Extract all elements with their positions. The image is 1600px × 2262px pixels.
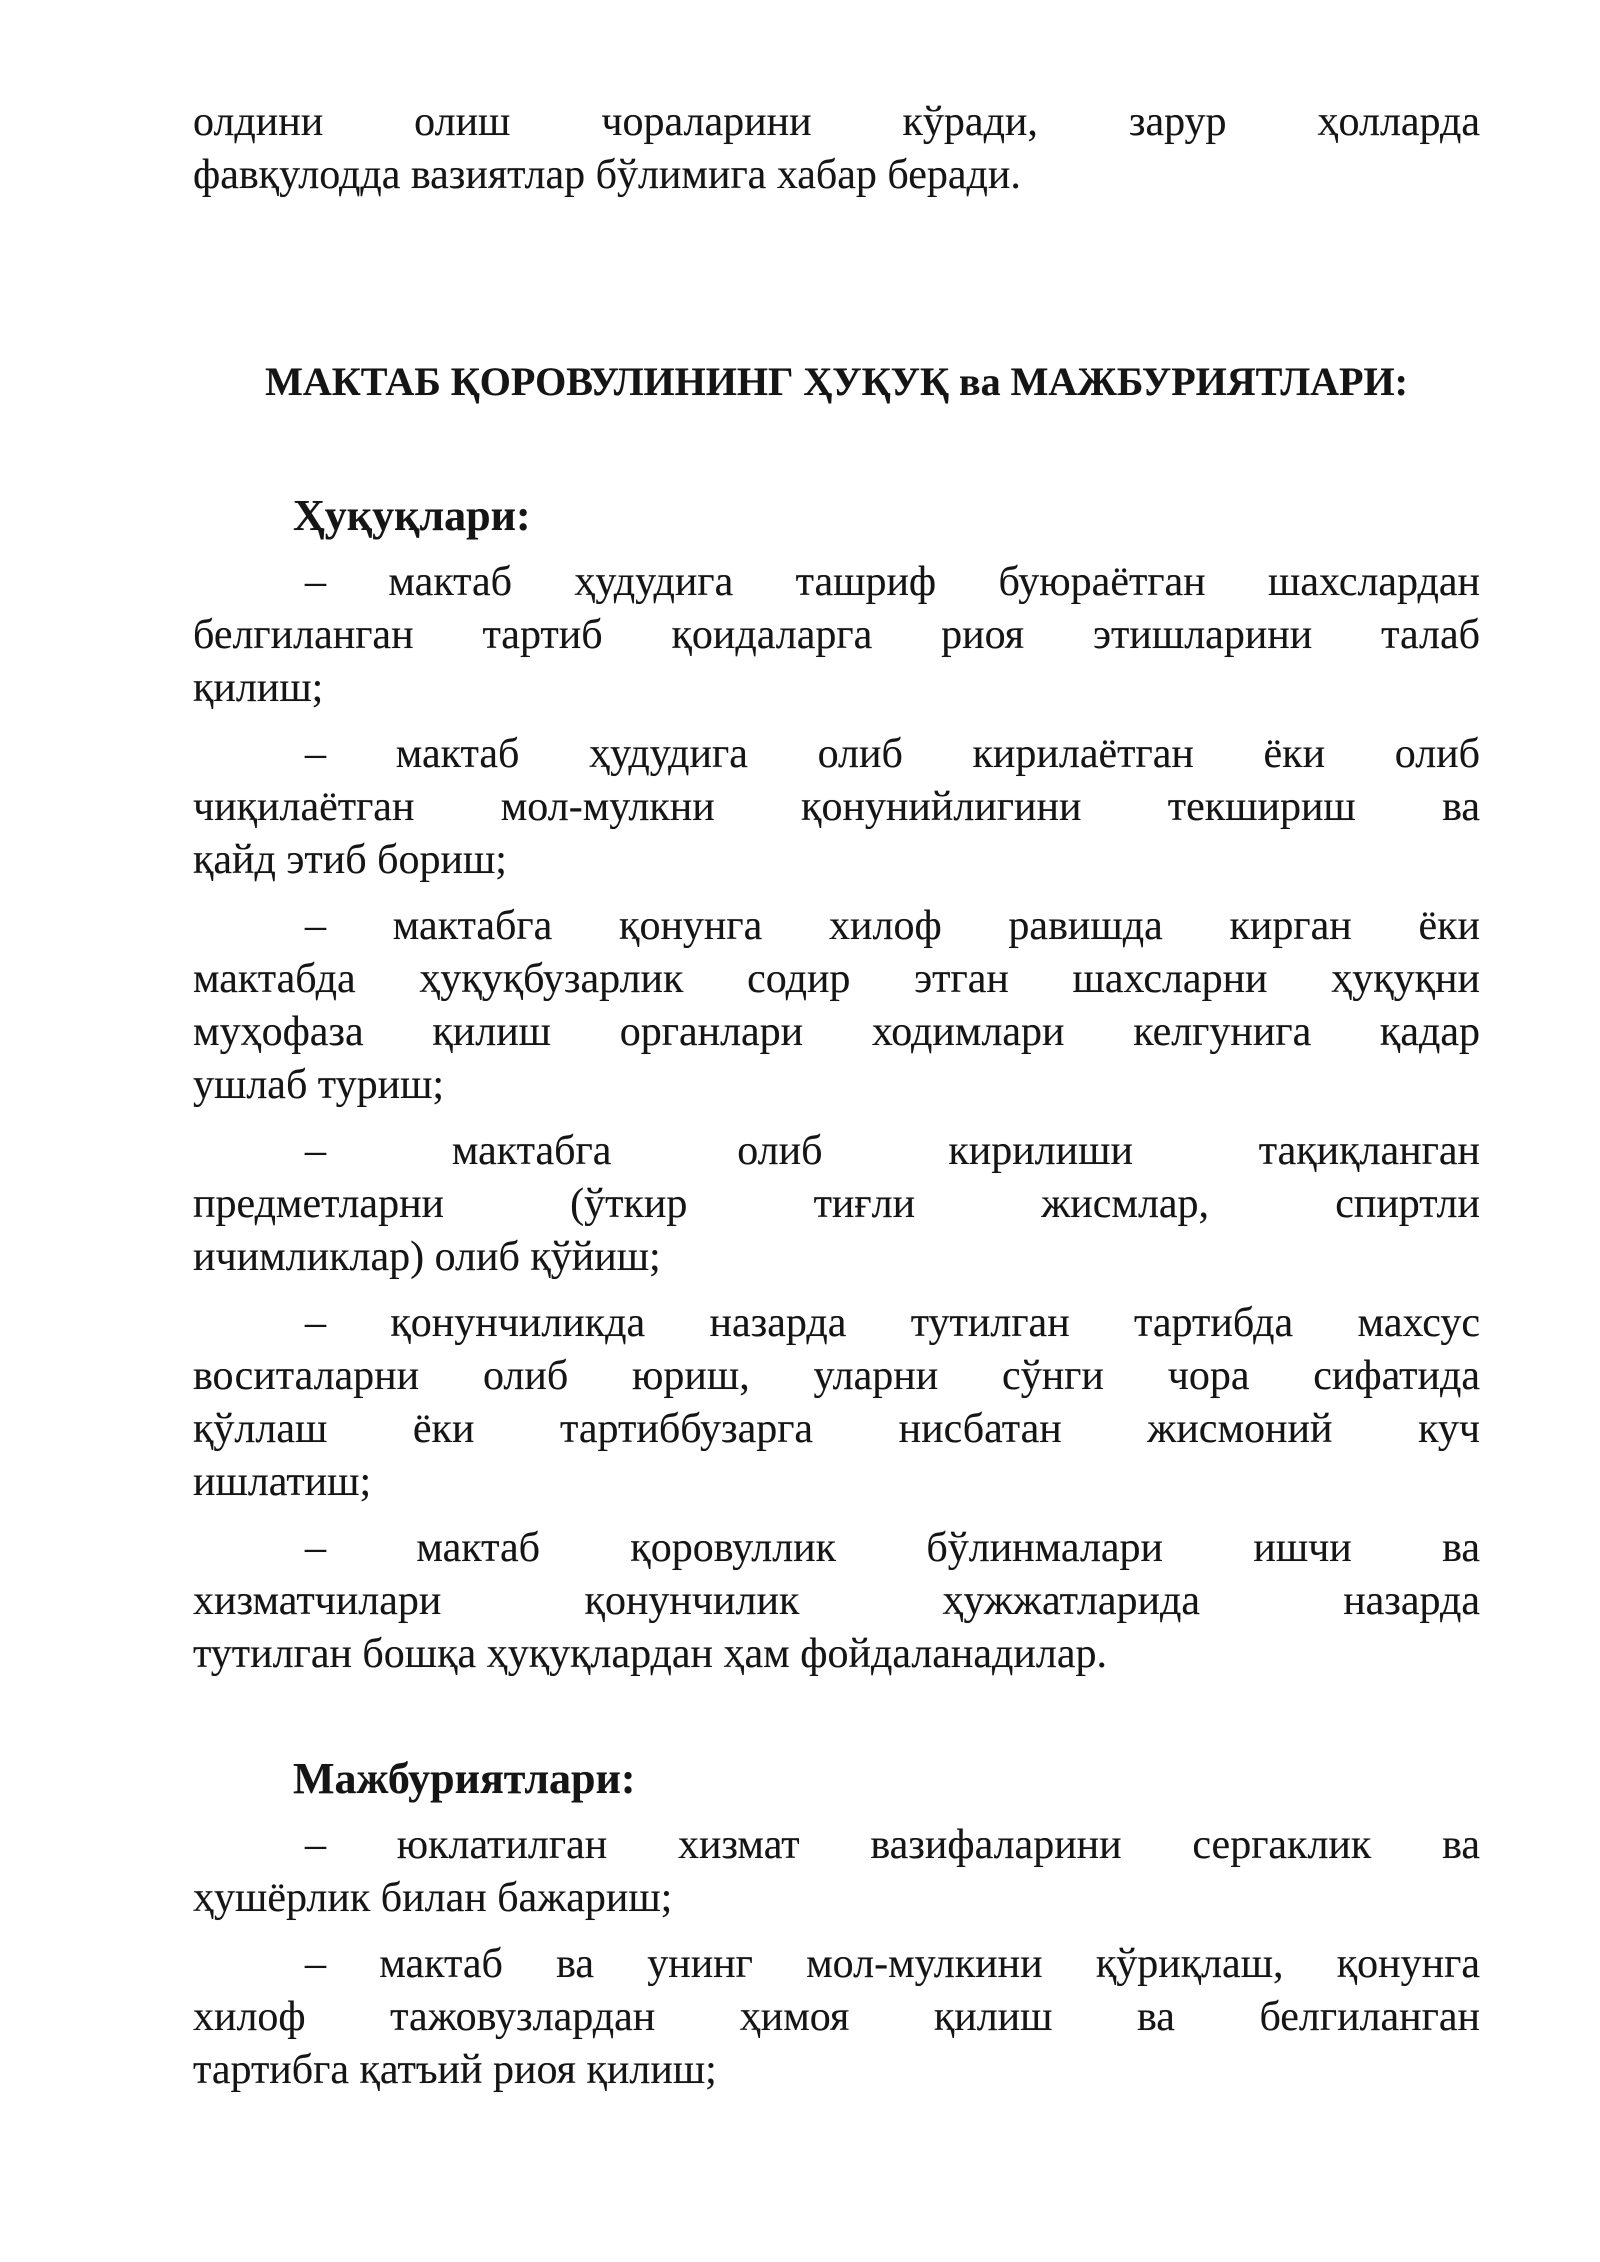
text-line: – мактаб ва унинг мол-мулкини қўриқлаш, қонунга: [305, 1941, 1480, 1987]
subheading-duties: Мажбуриятлари:: [293, 1754, 636, 1803]
text-line: тартибга қатъий риоя қилиш;: [193, 2047, 717, 2093]
text-line: ҳушёрлик билан бажариш;: [193, 1875, 673, 1921]
text-line: қўллаш ёки тартиббузарга нисбатан жисмоний куч: [193, 1406, 1480, 1452]
list-item-paragraph: [193, 1522, 1480, 1681]
list-item-paragraph: [193, 728, 1480, 887]
list-item-paragraph: [193, 1938, 1480, 2097]
list-item-paragraph: [193, 1297, 1480, 1509]
text-line: ушлаб туриш;: [193, 1062, 445, 1108]
text-line: тутилган бошқа ҳуқуқлардан ҳам фойдаланадилар.: [193, 1631, 1107, 1677]
text-line: фавқулодда вазиятлар бўлимига хабар беради.: [193, 152, 1021, 198]
text-line: қайд этиб бориш;: [193, 837, 507, 883]
text-line: – мактабга қонунга хилоф равишда кирган ёки: [305, 903, 1480, 949]
page-title: МАКТАБ ҚОРОВУЛИНИНГ ҲУҚУҚ ва МАЖБУРИЯТЛАРИ:: [265, 359, 1408, 404]
text-line: – қонунчиликда назарда тутилган тартибда махсус: [305, 1300, 1480, 1346]
text-line: – юклатилган хизмат вазифаларини сергаклик ва: [305, 1822, 1480, 1868]
text-line: белгиланган тартиб қоидаларга риоя этишларини талаб: [193, 612, 1480, 658]
intro-paragraph: [193, 96, 1480, 202]
text-line: олдини олиш чораларини кўради, зарур ҳолларда: [193, 99, 1480, 145]
text-line: ишлатиш;: [193, 1459, 372, 1505]
list-item-paragraph: [193, 1819, 1480, 1925]
text-line: воситаларни олиб юриш, уларни сўнги чора сифатида: [193, 1353, 1480, 1399]
list-item-paragraph: [193, 1125, 1480, 1284]
text-line: ичимликлар) олиб қўйиш;: [193, 1234, 661, 1280]
text-line: предметларни (ўткир тиғли жисмлар, спиртли: [193, 1181, 1480, 1227]
text-line: – мактаб ҳудудига ташриф буюраётган шахслардан: [305, 559, 1480, 605]
subheading-rights: Ҳуқуқлари:: [293, 491, 531, 540]
text-line: мактабда ҳуқуқбузарлик содир этган шахсларни ҳуқуқни: [193, 956, 1480, 1002]
text-line: муҳофаза қилиш органлари ходимлари келгунига қадар: [193, 1009, 1480, 1055]
list-item-paragraph: [193, 900, 1480, 1112]
text-line: – мактабга олиб кирилиши тақиқланган: [305, 1128, 1480, 1174]
text-line: хизматчилари қонунчилик ҳужжатларида назарда: [193, 1578, 1480, 1624]
text-line: қилиш;: [193, 665, 324, 711]
text-line: – мактаб ҳудудига олиб кирилаётган ёки олиб: [305, 731, 1480, 777]
text-line: – мактаб қоровуллик бўлинмалари ишчи ва: [305, 1525, 1480, 1571]
text-line: хилоф тажовузлардан ҳимоя қилиш ва белгиланган: [193, 1994, 1480, 2040]
list-item-paragraph: [193, 556, 1480, 715]
text-line: чиқилаётган мол-мулкни қонунийлигини текшириш ва: [193, 784, 1480, 830]
